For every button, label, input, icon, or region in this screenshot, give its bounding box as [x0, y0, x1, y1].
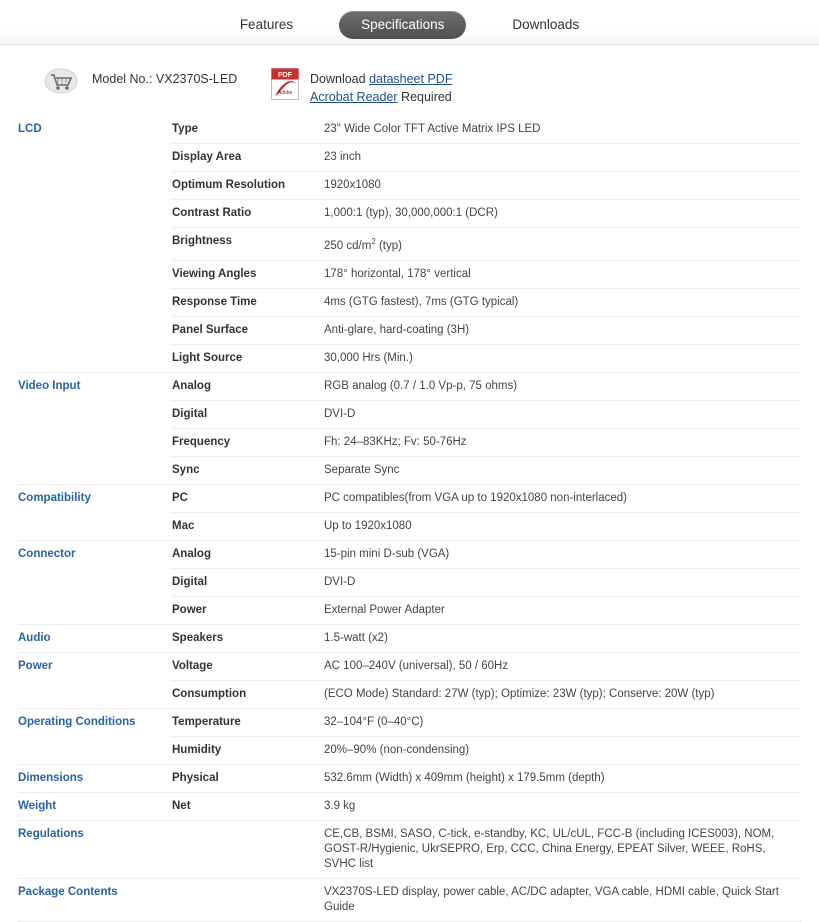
table-row	[18, 624, 801, 652]
spec-label	[172, 878, 324, 921]
spec-value: 20%–90% (non-condensing)	[324, 736, 801, 764]
spec-label: Contrast Ratio	[172, 200, 324, 228]
spec-label: Humidity	[172, 736, 324, 764]
spec-value: 15-pin mini D-sub (VGA)	[324, 540, 801, 568]
spec-category-regulations: Regulations	[18, 820, 172, 878]
spec-label: Net	[172, 792, 324, 820]
spec-value: 1,000:1 (typ), 30,000,000:1 (DCR)	[324, 200, 801, 228]
shopping-cart-icon	[44, 68, 78, 94]
spec-category-dimensions: Dimensions	[18, 764, 172, 792]
spec-label: Display Area	[172, 144, 324, 172]
spec-value: DVI-D	[324, 568, 801, 596]
spec-value: 532.6mm (Width) x 409mm (height) x 179.5mm (depth)	[324, 764, 801, 792]
spec-value: Fh: 24–83KHz; Fv: 50-76Hz	[324, 428, 801, 456]
spec-label: Brightness	[172, 228, 324, 261]
spec-label: Viewing Angles	[172, 260, 324, 288]
download-datasheet-line	[310, 72, 452, 86]
spec-label: Analog	[172, 372, 324, 400]
table-row	[18, 372, 801, 400]
spec-category-video-input: Video Input	[18, 372, 172, 484]
spec-category-lcd: LCD	[18, 116, 172, 372]
spec-value: 30,000 Hrs (Min.)	[324, 344, 801, 372]
spec-label: Panel Surface	[172, 316, 324, 344]
spec-label: Optimum Resolution	[172, 172, 324, 200]
brightness-exponent: 2	[371, 237, 376, 246]
table-row	[18, 116, 801, 144]
spec-value: RGB analog (0.7 / 1.0 Vp-p, 75 ohms)	[324, 372, 801, 400]
datasheet-pdf-link[interactable]: datasheet PDF	[369, 72, 453, 86]
spec-category-audio: Audio	[18, 624, 172, 652]
spec-label: Response Time	[172, 288, 324, 316]
spec-label: Physical	[172, 764, 324, 792]
spec-value: DVI-D	[324, 400, 801, 428]
brightness-value-post: (typ)	[375, 239, 402, 252]
tab-bar	[0, 0, 819, 45]
table-row	[18, 792, 801, 820]
spec-value-brightness	[324, 228, 801, 261]
spec-label: Digital	[172, 568, 324, 596]
specifications-table-wrap	[0, 116, 819, 922]
spec-category-operating-conditions: Operating Conditions	[18, 708, 172, 764]
spec-category-compatibility: Compatibility	[18, 484, 172, 540]
spec-label: Light Source	[172, 344, 324, 372]
spec-label: Mac	[172, 512, 324, 540]
acrobat-reader-link[interactable]: Acrobat Reader	[310, 90, 398, 104]
spec-value: 4ms (GTG fastest), 7ms (GTG typical)	[324, 288, 801, 316]
spec-value: 23" Wide Color TFT Active Matrix IPS LED	[324, 116, 801, 144]
svg-text:Adobe: Adobe	[277, 90, 293, 96]
spec-value: Up to 1920x1080	[324, 512, 801, 540]
spec-label: Power	[172, 596, 324, 624]
spec-value: Separate Sync	[324, 456, 801, 484]
spec-value: 3.9 kg	[324, 792, 801, 820]
spec-value: 1.5-watt (x2)	[324, 624, 801, 652]
spec-label	[172, 820, 324, 878]
spec-value: 32–104°F (0–40°C)	[324, 708, 801, 736]
table-row	[18, 878, 801, 921]
specifications-table	[18, 116, 801, 922]
tab-specifications[interactable]: Specifications	[339, 11, 466, 39]
spec-label: Voltage	[172, 652, 324, 680]
spec-label: Analog	[172, 540, 324, 568]
spec-value: External Power Adapter	[324, 596, 801, 624]
brightness-value-pre: 250 cd/m	[324, 239, 372, 252]
spec-value: 23 inch	[324, 144, 801, 172]
acrobat-reader-line	[310, 90, 452, 104]
table-row	[18, 484, 801, 512]
table-row	[18, 652, 801, 680]
spec-label: Sync	[172, 456, 324, 484]
spec-value: (ECO Mode) Standard: 27W (typ); Optimize: 23W (typ); Conserve: 20W (typ)	[324, 680, 801, 708]
tab-downloads[interactable]: Downloads	[512, 17, 580, 32]
table-row	[18, 708, 801, 736]
pdf-file-icon	[271, 68, 299, 100]
download-prefix-text: Download	[310, 72, 370, 86]
spec-label: Frequency	[172, 428, 324, 456]
table-row	[18, 764, 801, 792]
spec-label: Speakers	[172, 624, 324, 652]
spec-value: 178° horizontal, 178° vertical	[324, 260, 801, 288]
table-row	[18, 540, 801, 568]
spec-value: CE,CB, BSMI, SASO, C-tick, e-standby, KC, UL/cUL, FCC-B (including ICES003), NOM, GOST-R/Hygienic, UkrSEPRO, Erp, CCC, China Energy, EPEAT Silver, WEEE, RoHS, SVHC list	[324, 820, 801, 878]
spec-value: VX2370S-LED display, power cable, AC/DC adapter, VGA cable, HDMI cable, Quick Start Guide	[324, 878, 801, 921]
spec-label: PC	[172, 484, 324, 512]
model-number-label: Model No.: VX2370S-LED	[92, 72, 238, 86]
spec-value: PC compatibles(from VGA up to 1920x1080 non-interlaced)	[324, 484, 801, 512]
spec-value: 1920x1080	[324, 172, 801, 200]
table-row	[18, 820, 801, 878]
spec-category-weight: Weight	[18, 792, 172, 820]
spec-label: Temperature	[172, 708, 324, 736]
spec-label: Consumption	[172, 680, 324, 708]
reader-required-text: Required	[397, 90, 452, 104]
spec-category-connector: Connector	[18, 540, 172, 624]
spec-category-package-contents: Package Contents	[18, 878, 172, 921]
tab-features[interactable]: Features	[239, 17, 294, 32]
spec-label: Type	[172, 116, 324, 144]
spec-label: Digital	[172, 400, 324, 428]
spec-value: AC 100–240V (universal), 50 / 60Hz	[324, 652, 801, 680]
svg-text:PDF: PDF	[278, 72, 292, 79]
spec-value: Anti-glare, hard-coating (3H)	[324, 316, 801, 344]
spec-category-power: Power	[18, 652, 172, 708]
